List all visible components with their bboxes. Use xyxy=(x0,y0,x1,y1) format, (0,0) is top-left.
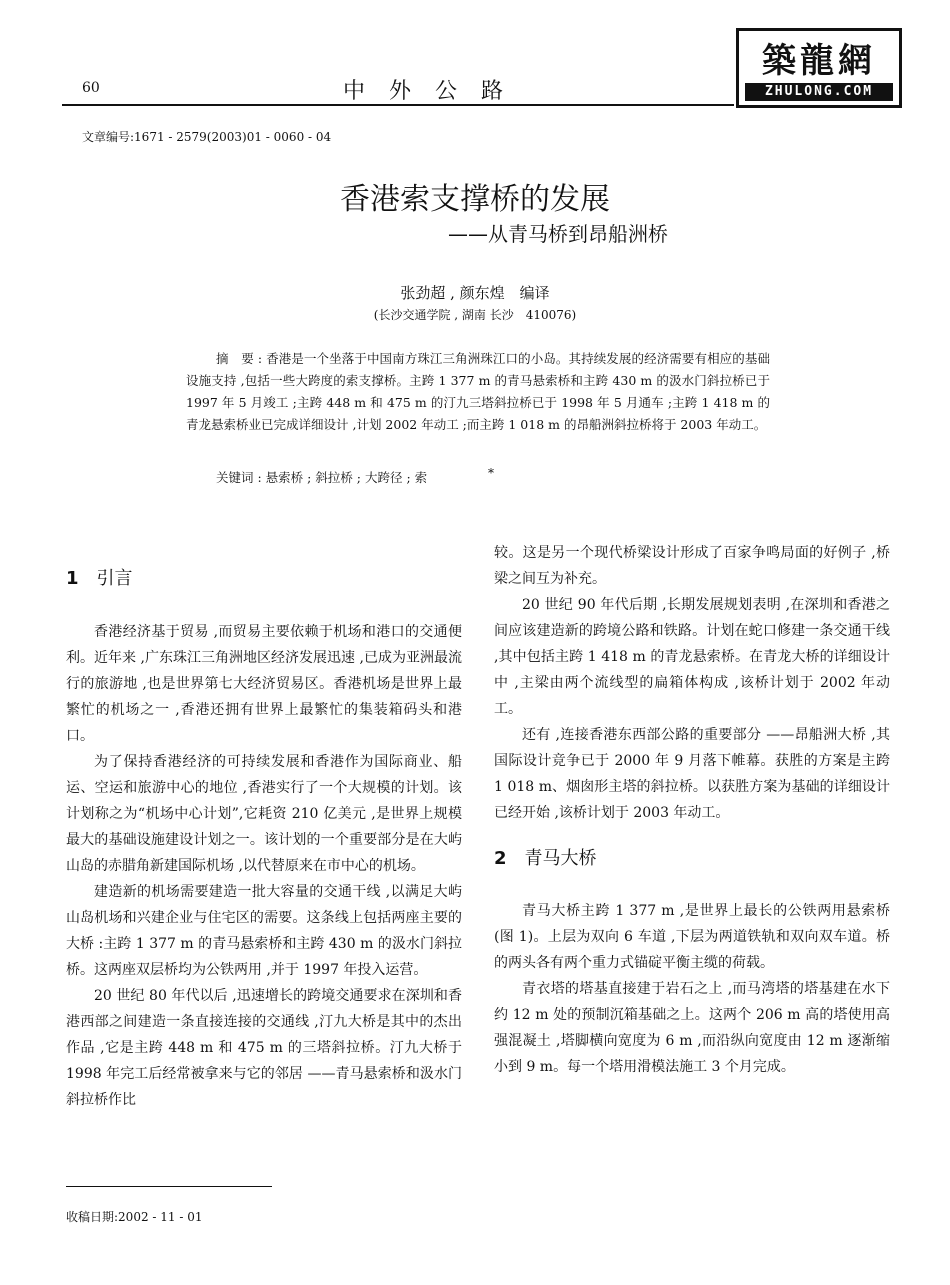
logo-text: 築龍網 xyxy=(762,41,876,81)
paragraph: 还有 ,连接香港东西部公路的重要部分 ——昂船洲大桥 ,其国际设计竞争已于 2000 年 9 月落下帷幕。获胜的方案是主跨 1 018 m、烟囱形主塔的斜拉桥。以获胜方案为基础的详细设计已经开始 ,该桥计划于 2003 年动工。 xyxy=(494,727,890,821)
paragraph: 20 世纪 90 年代后期 ,长期发展规划表明 ,在深圳和香港之间应该建造新的跨境公路和铁路。计划在蛇口修建一条交通干线 ,其中包括主跨 1 418 m 的青龙悬索桥。在青龙大桥的详细设计中 ,主梁由两个流线型的扁箱体构成 ,该桥计划于 2002 年动工。 xyxy=(494,597,890,717)
journal-name: 中外公路 xyxy=(342,79,527,104)
left-column xyxy=(66,540,462,1113)
header-rule xyxy=(62,104,734,106)
paragraph: 20 世纪 80 年代以后 ,迅速增长的跨境交通要求在深圳和香港西部之间建造一条直接连接的交通线 ,汀九大桥是其中的杰出作品 ,它是主跨 448 m 和 475 m 的三塔斜拉桥。汀九大桥于 1998 年完工后经常被拿来与它的邻居 ——青马悬索桥和汲水门斜拉桥作比 xyxy=(66,988,462,1108)
section-1-number: 1 xyxy=(66,568,79,589)
section-1-title: 引言 xyxy=(96,568,133,589)
article-subtitle: ——从青马桥到昂船洲桥 xyxy=(448,222,668,246)
abstract-text: 香港是一个坐落于中国南方珠江三角洲珠江口的小岛。其持续发展的经济需要有相应的基础设施支持 ,包括一些大跨度的索支撑桥。主跨 1 377 m 的青马悬索桥和主跨 430 m 的汲水门斜拉桥已于 1997 年 5 月竣工 ;主跨 448 m 和 475 m 的汀九三塔斜拉桥已于 1998 年 5 月通车 ;主跨 1 418 m 的青龙悬索桥业已完成详细设计 ,计划 2002 年动工 ;而主跨 1 018 m 的昂船洲斜拉桥将于 2003 年动工。 xyxy=(186,351,770,432)
article-title: 香港索支撑桥的发展 xyxy=(340,182,610,217)
affiliation: (长沙交通学院 , 湖南 长沙 410076) xyxy=(373,308,577,322)
authors: 张劲超 , 颜东煌 编译 xyxy=(400,284,550,302)
paragraph: 香港经济基于贸易 ,而贸易主要依赖于机场和港口的交通便利。近年来 ,广东珠江三角洲地区经济发展迅速 ,已成为亚洲最流行的旅游地 ,也是世界第七大经济贸易区。香港机场是世界上最繁忙的机场之一 ,香港还拥有世界上最繁忙的集装箱码头和港口。 xyxy=(66,624,462,744)
section-2-number: 2 xyxy=(494,848,507,869)
keywords-label: 关键词 : xyxy=(216,470,262,485)
paragraph: 青马大桥主跨 1 377 m ,是世界上最长的公铁两用悬索桥(图 1)。上层为双向 6 车道 ,下层为两道铁轨和双向双车道。桥的两头各有两个重力式锚碇平衡主缆的荷载。 xyxy=(494,903,890,971)
abstract-label: 摘 要 : xyxy=(216,351,263,366)
received-date: 收稿日期:2002 - 11 - 01 xyxy=(66,1210,203,1224)
footnote-mark: * xyxy=(488,466,494,480)
section-2-title: 青马大桥 xyxy=(524,848,597,869)
keywords xyxy=(216,468,427,486)
logo-url: ZHULONG.COM xyxy=(745,83,893,101)
article-number: 文章编号:1671 - 2579(2003)01 - 0060 - 04 xyxy=(82,130,332,144)
paragraph-continuation: 较。这是另一个现代桥梁设计形成了百家争鸣局面的好例子 ,桥梁之间互为补充。 xyxy=(494,545,890,587)
page-number: 60 xyxy=(82,80,100,96)
footnote-rule xyxy=(66,1186,272,1187)
section-2-heading xyxy=(494,846,890,872)
zhulong-logo xyxy=(736,28,902,108)
right-column xyxy=(494,540,890,1080)
keywords-text: 悬索桥 ; 斜拉桥 ; 大跨径 ; 索 xyxy=(265,470,428,485)
abstract xyxy=(186,348,770,436)
paragraph: 为了保持香港经济的可持续发展和香港作为国际商业、船运、空运和旅游中心的地位 ,香港实行了一个大规模的计划。该计划称之为“机场中心计划”,它耗资 210 亿美元 ,是世界上规模最大的基础设施建设计划之一。该计划的一个重要部分是在大屿山岛的赤腊角新建国际机场 ,以代替原来在市中心的机场。 xyxy=(66,754,462,874)
paragraph: 青衣塔的塔基直接建于岩石之上 ,而马湾塔的塔基建在水下约 12 m 处的预制沉箱基础之上。这两个 206 m 高的塔使用高强混凝土 ,塔脚横向宽度为 6 m ,而沿纵向宽度由 12 m 逐渐缩小到 9 m。每一个塔用滑模法施工 3 个月完成。 xyxy=(494,981,890,1075)
paragraph: 建造新的机场需要建造一批大容量的交通干线 ,以满足大屿山岛机场和兴建企业与住宅区的需要。这条线上包括两座主要的大桥 :主跨 1 377 m 的青马悬索桥和主跨 430 m 的汲水门斜拉桥。这两座双层桥均为公铁两用 ,并于 1997 年投入运营。 xyxy=(66,884,462,978)
section-1-heading xyxy=(66,566,462,592)
